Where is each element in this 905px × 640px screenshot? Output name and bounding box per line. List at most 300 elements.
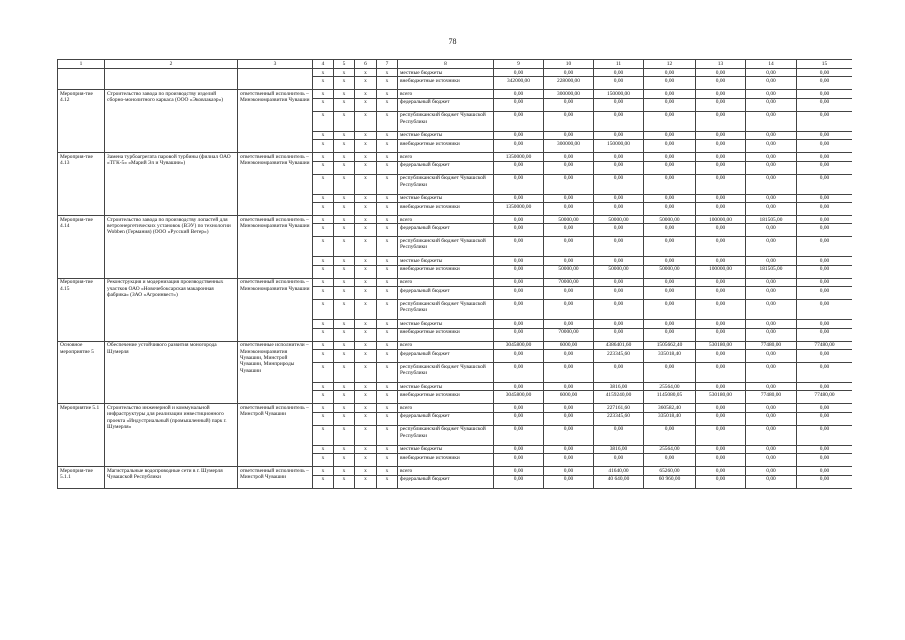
amount-cell: 0,00	[797, 69, 853, 77]
classification-code: x	[377, 412, 398, 425]
amount-cell: 0,00	[544, 161, 594, 174]
responsible-executor: ответственный исполнитель – Минэкономразвития Чувашии	[238, 153, 313, 216]
classification-code: x	[334, 412, 355, 425]
classification-code: x	[334, 224, 355, 237]
classification-code: x	[334, 265, 355, 278]
amount-cell: 223345,60	[594, 412, 644, 425]
amount-cell: 0,00	[644, 257, 696, 265]
classification-code: x	[313, 328, 334, 341]
funding-source: республиканский бюджет Чувашской Республики	[398, 237, 494, 257]
classification-code: x	[334, 391, 355, 404]
amount-cell: 0,00	[544, 404, 594, 412]
amount-cell: 228000,00	[544, 77, 594, 90]
classification-code: x	[377, 224, 398, 237]
classification-code: x	[377, 153, 398, 161]
amount-cell: 530180,00	[696, 341, 746, 349]
amount-cell: 0,00	[594, 287, 644, 300]
measure-description: Строительство завода по производству лопастей для ветроэнергетических установок (ВЭУ) по технологии Wobben (Германия) (ООО «Русский Ветер»)	[105, 216, 238, 279]
funding-source: местные бюджеты	[398, 131, 494, 139]
amount-cell: 0,00	[494, 287, 544, 300]
classification-code: x	[377, 111, 398, 131]
amount-cell: 0,00	[594, 454, 644, 467]
amount-cell: 0,00	[644, 98, 696, 111]
amount-cell: 0,00	[644, 174, 696, 194]
amount-cell: 0,00	[644, 363, 696, 383]
amount-cell: 3816,00	[594, 383, 644, 391]
amount-cell: 0,00	[797, 445, 853, 453]
column-number: 4	[313, 60, 334, 69]
funding-source: внебюджетные источники	[398, 265, 494, 278]
measure-description: Реконструкция и модернизация производственных участков ОАО «Новочебоксарская макаронная фабрика» (ЗАО «Агроинвест»)	[105, 278, 238, 341]
amount-cell: 300000,00	[544, 90, 594, 98]
amount-cell: 0,00	[594, 224, 644, 237]
amount-cell: 0,00	[644, 454, 696, 467]
amount-cell: 1145080,05	[644, 391, 696, 404]
amount-cell: 50000,00	[594, 265, 644, 278]
amount-cell: 0,00	[544, 224, 594, 237]
amount-cell: 0,00	[797, 475, 853, 488]
amount-cell: 360582,40	[644, 404, 696, 412]
funding-source: республиканский бюджет Чувашской Республики	[398, 174, 494, 194]
amount-cell: 0,00	[696, 111, 746, 131]
amount-cell: 0,00	[746, 69, 797, 77]
classification-code: x	[313, 98, 334, 111]
amount-cell: 0,00	[594, 300, 644, 320]
amount-cell: 0,00	[746, 320, 797, 328]
amount-cell: 0,00	[746, 363, 797, 383]
amount-cell: 50000,00	[544, 216, 594, 224]
amount-cell: 0,00	[494, 140, 544, 153]
amount-cell: 0,00	[494, 425, 544, 445]
classification-code: x	[313, 341, 334, 349]
classification-code: x	[355, 328, 377, 341]
amount-cell: 0,00	[696, 412, 746, 425]
amount-cell: 0,00	[494, 320, 544, 328]
classification-code: x	[313, 300, 334, 320]
classification-code: x	[334, 153, 355, 161]
classification-code: x	[334, 203, 355, 216]
amount-cell: 0,00	[746, 257, 797, 265]
amount-cell: 25564,00	[644, 383, 696, 391]
amount-cell: 0,00	[494, 363, 544, 383]
classification-code: x	[377, 161, 398, 174]
amount-cell: 65260,00	[644, 467, 696, 475]
funding-source: всего	[398, 278, 494, 286]
amount-cell: 0,00	[746, 278, 797, 286]
measure-id: Мероприя-тие 5.1.1	[58, 467, 105, 488]
amount-cell: 0,00	[696, 404, 746, 412]
classification-code: x	[334, 161, 355, 174]
amount-cell: 0,00	[594, 425, 644, 445]
classification-code: x	[313, 445, 334, 453]
classification-code: x	[355, 194, 377, 202]
amount-cell: 0,00	[494, 328, 544, 341]
amount-cell: 0,00	[746, 174, 797, 194]
classification-code: x	[355, 90, 377, 98]
amount-cell: 0,00	[746, 203, 797, 216]
responsible-executor: ответственный исполнитель – Минэкономразвития Чувашии	[238, 90, 313, 153]
classification-code: x	[334, 454, 355, 467]
classification-code: x	[334, 216, 355, 224]
amount-cell: 0,00	[797, 216, 853, 224]
amount-cell: 0,00	[746, 131, 797, 139]
classification-code: x	[355, 350, 377, 363]
amount-cell: 0,00	[544, 383, 594, 391]
classification-code: x	[355, 140, 377, 153]
amount-cell: 0,00	[544, 454, 594, 467]
classification-code: x	[313, 350, 334, 363]
amount-cell: 70000,00	[544, 278, 594, 286]
classification-code: x	[313, 475, 334, 488]
amount-cell: 3816,00	[594, 445, 644, 453]
funding-source: федеральный бюджет	[398, 98, 494, 111]
amount-cell: 1350000,00	[494, 153, 544, 161]
classification-code: x	[334, 425, 355, 445]
classification-code: x	[355, 278, 377, 286]
classification-code: x	[334, 174, 355, 194]
classification-code: x	[355, 383, 377, 391]
classification-code: x	[313, 363, 334, 383]
amount-cell: 0,00	[797, 131, 853, 139]
responsible-executor: ответственный исполнитель – Минстрой Чувашии	[238, 467, 313, 488]
amount-cell: 0,00	[696, 203, 746, 216]
classification-code: x	[313, 412, 334, 425]
classification-code: x	[355, 391, 377, 404]
amount-cell: 0,00	[696, 383, 746, 391]
amount-cell: 0,00	[696, 153, 746, 161]
column-number: 7	[377, 60, 398, 69]
amount-cell: 50000,00	[644, 265, 696, 278]
classification-code: x	[377, 445, 398, 453]
amount-cell: 0,00	[746, 140, 797, 153]
amount-cell: 0,00	[494, 90, 544, 98]
amount-cell: 0,00	[797, 161, 853, 174]
classification-code: x	[334, 69, 355, 77]
amount-cell: 0,00	[544, 300, 594, 320]
funding-source: местные бюджеты	[398, 383, 494, 391]
amount-cell: 0,00	[544, 237, 594, 257]
amount-cell: 0,00	[544, 257, 594, 265]
page-number: 78	[448, 37, 457, 46]
amount-cell: 77480,00	[797, 341, 853, 349]
classification-code: x	[355, 257, 377, 265]
amount-cell: 0,00	[544, 412, 594, 425]
classification-code: x	[355, 111, 377, 131]
amount-cell: 0,00	[696, 475, 746, 488]
classification-code: x	[313, 131, 334, 139]
amount-cell: 0,00	[696, 300, 746, 320]
amount-cell: 0,00	[797, 467, 853, 475]
amount-cell: 0,00	[746, 77, 797, 90]
amount-cell: 0,00	[494, 69, 544, 77]
funding-source: республиканский бюджет Чувашской Республики	[398, 425, 494, 445]
classification-code: x	[313, 161, 334, 174]
amount-cell: 0,00	[797, 383, 853, 391]
amount-cell: 0,00	[696, 425, 746, 445]
amount-cell: 0,00	[746, 287, 797, 300]
column-number: 2	[105, 60, 238, 69]
amount-cell: 50000,00	[644, 216, 696, 224]
classification-code: x	[334, 257, 355, 265]
classification-code: x	[334, 140, 355, 153]
table-row	[58, 153, 853, 161]
amount-cell: 0,00	[746, 111, 797, 131]
classification-code: x	[377, 287, 398, 300]
funding-source: федеральный бюджет	[398, 350, 494, 363]
amount-cell: 0,00	[696, 237, 746, 257]
amount-cell: 3045800,00	[494, 391, 544, 404]
amount-cell: 0,00	[544, 174, 594, 194]
classification-code: x	[377, 69, 398, 77]
amount-cell: 0,00	[494, 350, 544, 363]
amount-cell: 0,00	[797, 77, 853, 90]
amount-cell: 0,00	[644, 237, 696, 257]
amount-cell: 0,00	[746, 300, 797, 320]
classification-code: x	[334, 131, 355, 139]
classification-code: x	[313, 174, 334, 194]
amount-cell: 3045800,00	[494, 341, 544, 349]
classification-code: x	[355, 300, 377, 320]
budget-table	[57, 59, 852, 489]
responsible-executor	[238, 69, 313, 90]
amount-cell: 0,00	[494, 237, 544, 257]
classification-code: x	[377, 391, 398, 404]
classification-code: x	[313, 77, 334, 90]
funding-source: местные бюджеты	[398, 320, 494, 328]
amount-cell: 0,00	[594, 77, 644, 90]
classification-code: x	[355, 174, 377, 194]
amount-cell: 0,00	[696, 320, 746, 328]
amount-cell: 4159240,00	[594, 391, 644, 404]
amount-cell: 0,00	[544, 203, 594, 216]
measure-id	[58, 69, 105, 90]
amount-cell: 0,00	[797, 203, 853, 216]
classification-code: x	[377, 257, 398, 265]
amount-cell: 0,00	[644, 425, 696, 445]
amount-cell: 0,00	[746, 404, 797, 412]
column-number: 8	[398, 60, 494, 69]
amount-cell: 0,00	[594, 174, 644, 194]
measure-description: Обеспечение устойчивого развития моногорода Шумерля	[105, 341, 238, 404]
classification-code: x	[334, 278, 355, 286]
funding-source: местные бюджеты	[398, 69, 494, 77]
classification-code: x	[334, 363, 355, 383]
column-number: 15	[797, 60, 853, 69]
measure-description: Замена турбоагрегата паровой турбины (филиал ОАО «ТГК-5» «Марий Эл и Чувашии»)	[105, 153, 238, 216]
classification-code: x	[334, 383, 355, 391]
classification-code: x	[355, 363, 377, 383]
amount-cell: 0,00	[797, 111, 853, 131]
classification-code: x	[377, 300, 398, 320]
amount-cell: 100000,00	[696, 265, 746, 278]
classification-code: x	[334, 350, 355, 363]
table-row	[58, 404, 853, 412]
amount-cell: 0,00	[746, 425, 797, 445]
classification-code: x	[377, 131, 398, 139]
amount-cell: 0,00	[696, 350, 746, 363]
classification-code: x	[377, 350, 398, 363]
classification-code: x	[313, 320, 334, 328]
amount-cell: 41640,00	[594, 467, 644, 475]
classification-code: x	[313, 140, 334, 153]
amount-cell: 342000,00	[494, 77, 544, 90]
classification-code: x	[334, 90, 355, 98]
amount-cell: 0,00	[544, 153, 594, 161]
classification-code: x	[377, 98, 398, 111]
classification-code: x	[377, 237, 398, 257]
amount-cell: 0,00	[746, 445, 797, 453]
amount-cell: 0,00	[746, 224, 797, 237]
classification-code: x	[377, 320, 398, 328]
amount-cell: 0,00	[696, 363, 746, 383]
column-number-row	[58, 60, 853, 69]
amount-cell: 0,00	[594, 194, 644, 202]
amount-cell: 300000,00	[544, 140, 594, 153]
amount-cell: 70000,00	[544, 328, 594, 341]
classification-code: x	[377, 467, 398, 475]
classification-code: x	[313, 153, 334, 161]
column-number: 12	[644, 60, 696, 69]
amount-cell: 0,00	[594, 153, 644, 161]
amount-cell: 223345,60	[594, 350, 644, 363]
amount-cell: 0,00	[696, 131, 746, 139]
responsible-executor: ответственный исполнитель – Минэкономразвития Чувашии	[238, 278, 313, 341]
classification-code: x	[355, 98, 377, 111]
amount-cell: 0,00	[797, 224, 853, 237]
amount-cell: 0,00	[644, 320, 696, 328]
classification-code: x	[355, 161, 377, 174]
classification-code: x	[334, 341, 355, 349]
funding-source: внебюджетные источники	[398, 140, 494, 153]
amount-cell: 0,00	[644, 194, 696, 202]
classification-code: x	[334, 111, 355, 131]
column-number: 14	[746, 60, 797, 69]
classification-code: x	[355, 265, 377, 278]
amount-cell: 0,00	[594, 111, 644, 131]
column-number: 9	[494, 60, 544, 69]
amount-cell: 0,00	[544, 425, 594, 445]
amount-cell: 0,00	[696, 467, 746, 475]
amount-cell: 77480,00	[746, 391, 797, 404]
amount-cell: 0,00	[746, 467, 797, 475]
funding-source: внебюджетные источники	[398, 77, 494, 90]
classification-code: x	[313, 257, 334, 265]
classification-code: x	[377, 404, 398, 412]
amount-cell: 0,00	[746, 153, 797, 161]
amount-cell: 0,00	[696, 69, 746, 77]
classification-code: x	[377, 383, 398, 391]
classification-code: x	[355, 131, 377, 139]
amount-cell: 0,00	[696, 77, 746, 90]
amount-cell: 335018,40	[644, 412, 696, 425]
funding-source: федеральный бюджет	[398, 475, 494, 488]
classification-code: x	[334, 77, 355, 90]
classification-code: x	[334, 237, 355, 257]
amount-cell: 0,00	[746, 383, 797, 391]
amount-cell: 0,00	[696, 224, 746, 237]
classification-code: x	[334, 194, 355, 202]
amount-cell: 181505,00	[746, 216, 797, 224]
table-row	[58, 341, 853, 349]
classification-code: x	[355, 216, 377, 224]
classification-code: x	[377, 363, 398, 383]
amount-cell: 0,00	[746, 161, 797, 174]
responsible-executor: ответственный исполнитель – Минэкономразвития Чувашии	[238, 216, 313, 279]
measure-id: Основное мероприятие 5	[58, 341, 105, 404]
amount-cell: 0,00	[594, 328, 644, 341]
amount-cell: 0,00	[696, 287, 746, 300]
amount-cell: 0,00	[696, 445, 746, 453]
funding-source: федеральный бюджет	[398, 224, 494, 237]
amount-cell: 25564,00	[644, 445, 696, 453]
amount-cell: 77480,00	[797, 391, 853, 404]
amount-cell: 0,00	[797, 153, 853, 161]
classification-code: x	[313, 224, 334, 237]
amount-cell: 0,00	[797, 140, 853, 153]
amount-cell: 0,00	[494, 131, 544, 139]
amount-cell: 0,00	[594, 257, 644, 265]
funding-source: всего	[398, 404, 494, 412]
amount-cell: 0,00	[494, 257, 544, 265]
classification-code: x	[334, 445, 355, 453]
amount-cell: 0,00	[494, 194, 544, 202]
amount-cell: 0,00	[594, 161, 644, 174]
classification-code: x	[313, 90, 334, 98]
column-number: 1	[58, 60, 105, 69]
amount-cell: 0,00	[494, 300, 544, 320]
amount-cell: 50000,00	[594, 216, 644, 224]
table-row	[58, 90, 853, 98]
classification-code: x	[377, 454, 398, 467]
column-number: 11	[594, 60, 644, 69]
amount-cell: 0,00	[594, 237, 644, 257]
classification-code: x	[377, 140, 398, 153]
classification-code: x	[355, 203, 377, 216]
amount-cell: 0,00	[544, 287, 594, 300]
column-number: 13	[696, 60, 746, 69]
amount-cell: 0,00	[494, 265, 544, 278]
classification-code: x	[355, 425, 377, 445]
amount-cell: 0,00	[594, 363, 644, 383]
measure-description: Строительство завода по производству изделий сборно-монолитного каркаса (ООО «Эковлакаэр»)	[105, 90, 238, 153]
table-row	[58, 216, 853, 224]
classification-code: x	[355, 69, 377, 77]
amount-cell: 0,00	[644, 77, 696, 90]
amount-cell: 0,00	[746, 237, 797, 257]
amount-cell: 0,00	[644, 300, 696, 320]
amount-cell: 0,00	[544, 320, 594, 328]
amount-cell: 0,00	[696, 161, 746, 174]
classification-code: x	[313, 203, 334, 216]
responsible-executor: ответственный исполнитель – Минстрой Чувашии	[238, 404, 313, 467]
amount-cell: 0,00	[494, 174, 544, 194]
funding-source: всего	[398, 153, 494, 161]
classification-code: x	[313, 454, 334, 467]
table-row	[58, 467, 853, 475]
amount-cell: 0,00	[696, 194, 746, 202]
amount-cell: 0,00	[696, 174, 746, 194]
classification-code: x	[377, 194, 398, 202]
amount-cell: 0,00	[544, 467, 594, 475]
classification-code: x	[334, 467, 355, 475]
amount-cell: 40 640,00	[594, 475, 644, 488]
amount-cell: 227161,60	[594, 404, 644, 412]
classification-code: x	[313, 194, 334, 202]
classification-code: x	[313, 287, 334, 300]
amount-cell: 0,00	[494, 454, 544, 467]
funding-source: местные бюджеты	[398, 257, 494, 265]
amount-cell: 0,00	[746, 454, 797, 467]
